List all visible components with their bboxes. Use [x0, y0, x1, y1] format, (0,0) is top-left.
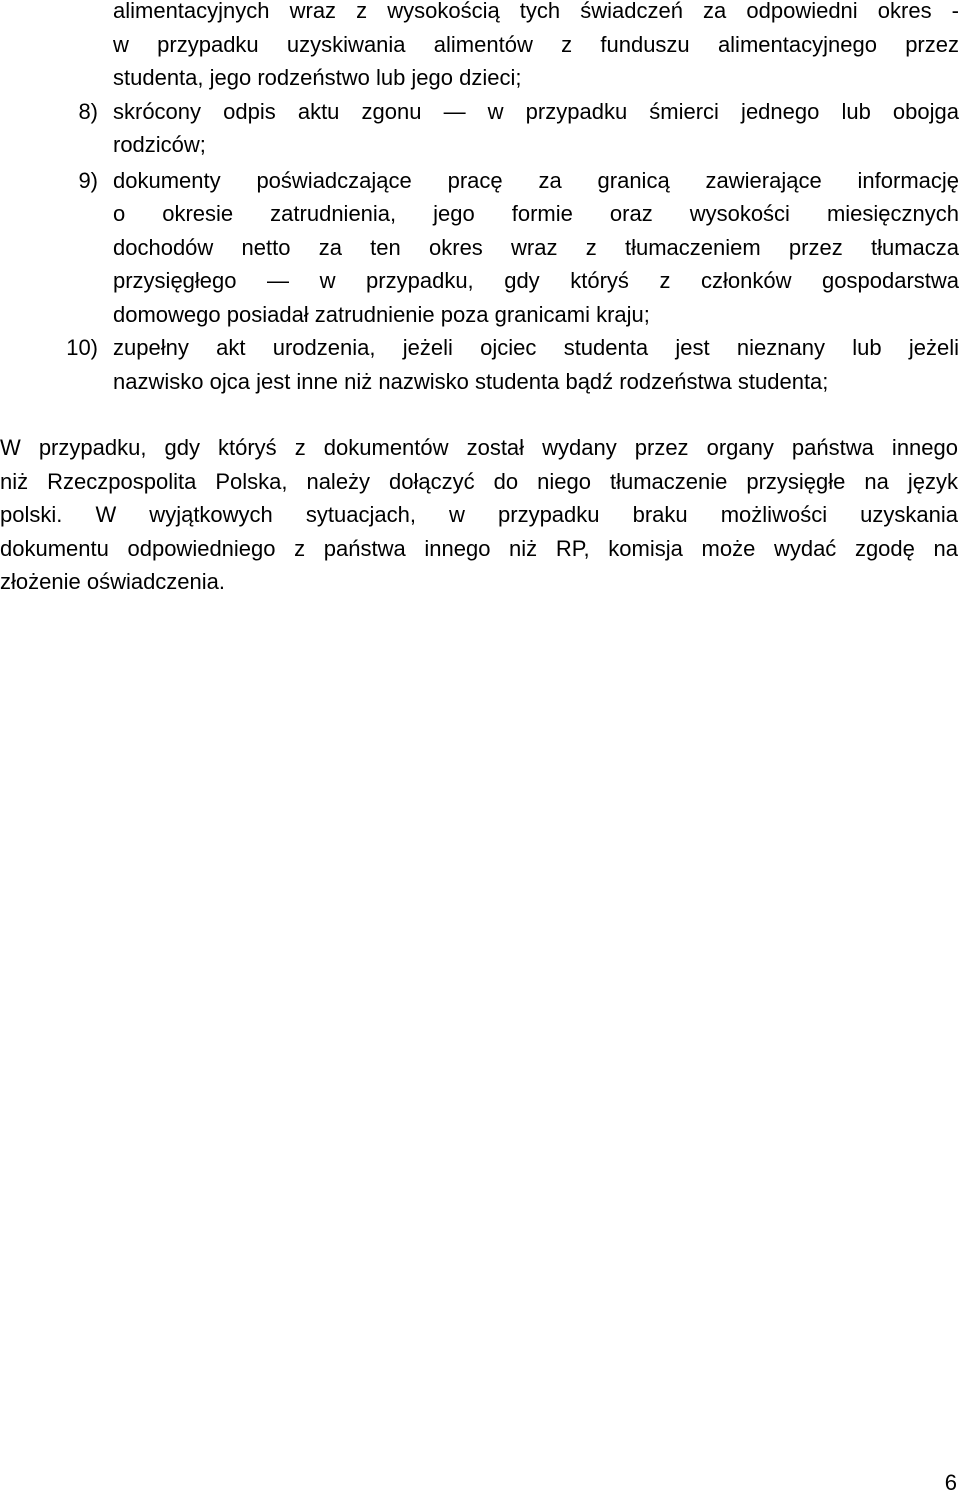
list-item-line: skrócony odpis aktu zgonu — w przypadku śmierci jednego lub obojga [113, 98, 959, 124]
list-continuation-line: w przypadku uzyskiwania alimentów z funduszu alimentacyjnego przez [113, 31, 959, 57]
list-item-line: przysięgłego — w przypadku, gdy któryś z członków gospodarstwa [113, 268, 959, 293]
list-item-number: 10) [66, 335, 98, 360]
list-item-line: nazwisko ojca jest inne niż nazwisko studenta bądź rodzeństwa studenta; [113, 368, 829, 394]
paragraph-line: niż Rzeczpospolita Polska, należy dołączyć do niego tłumaczenie przysięgłe na język [0, 468, 958, 494]
list-item-line: dochodów netto za ten okres wraz z tłumaczeniem przez tłumacza [113, 234, 959, 260]
paragraph-line: W przypadku, gdy któryś z dokumentów został wydany przez organy państwa innego [0, 435, 958, 460]
list-item-line: o okresie zatrudnienia, jego formie oraz wysokości miesięcznych [113, 201, 959, 226]
page-number: 6 [944, 1470, 957, 1495]
paragraph-line: dokumentu odpowiedniego z państwa innego niż RP, komisja może wydać zgodę na [0, 535, 958, 561]
paragraph-line: złożenie oświadczenia. [0, 569, 226, 594]
list-item-line: rodziców; [113, 132, 206, 157]
paragraph-line: polski. W wyjątkowych sytuacjach, w przypadku braku możliwości uzyskania [0, 502, 958, 527]
list-item-line: domowego posiadał zatrudnienie poza granicami kraju; [113, 301, 650, 327]
list-item-number: 8) [78, 98, 98, 124]
list-item-number: 9) [78, 167, 98, 193]
list-item-line: zupełny akt urodzenia, jeżeli ojciec studenta jest nieznany lub jeżeli [113, 335, 959, 360]
list-continuation-line: alimentacyjnych wraz z wysokością tych świadczeń za odpowiedni okres - [113, 0, 959, 23]
list-continuation-line: studenta, jego rodzeństwo lub jego dzieci; [113, 65, 522, 90]
list-item-line: dokumenty poświadczające pracę za granicą zawierające informację [113, 167, 959, 193]
